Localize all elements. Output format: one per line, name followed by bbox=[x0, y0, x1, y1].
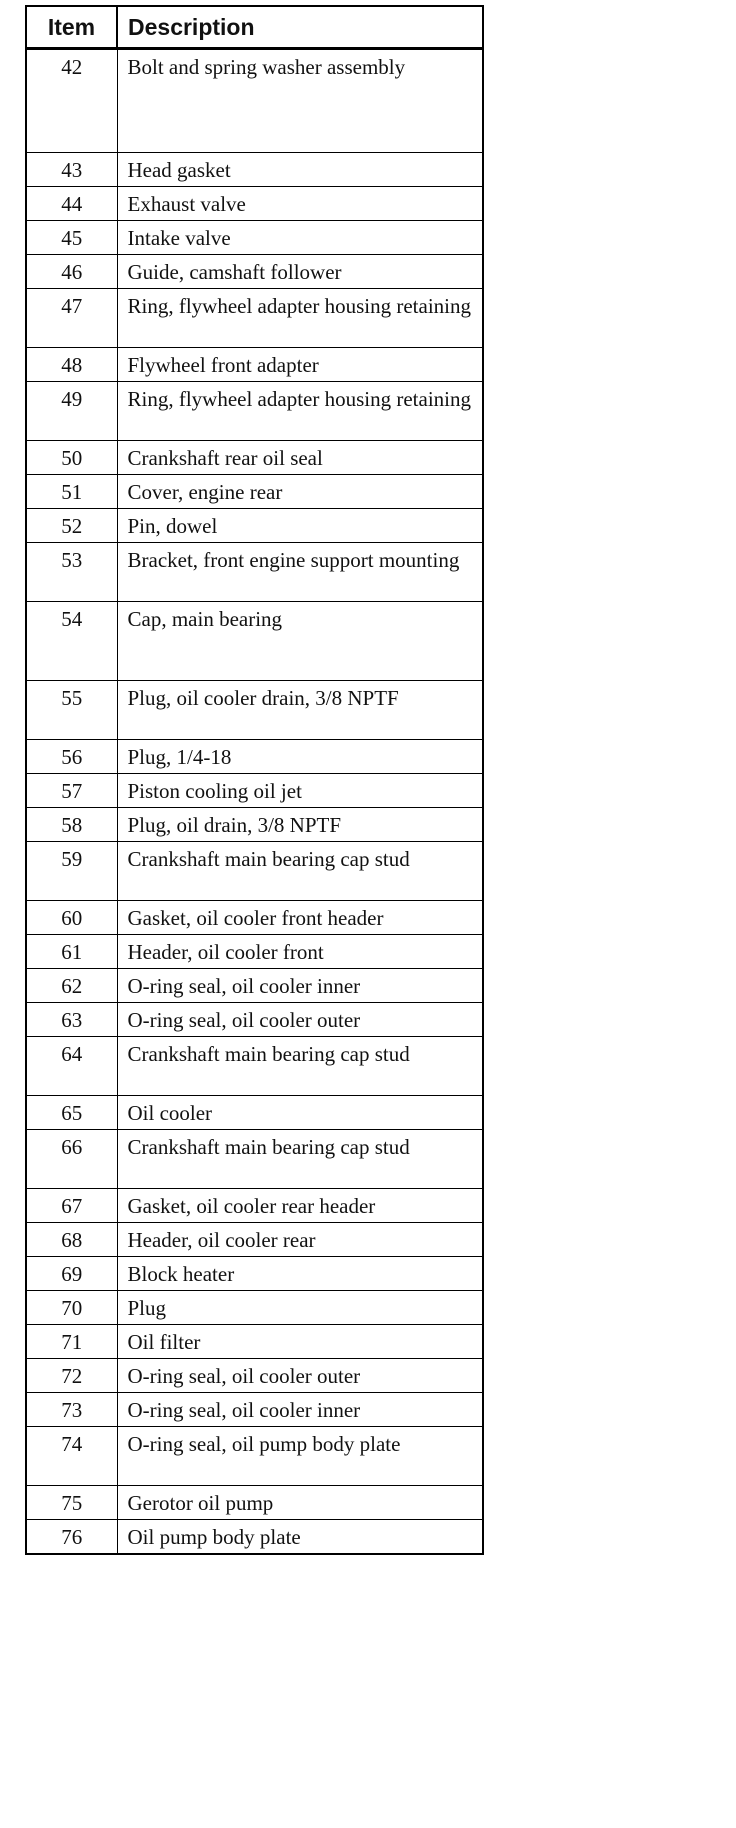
item-number: 42 bbox=[26, 49, 117, 153]
item-number: 47 bbox=[26, 289, 117, 348]
item-number: 50 bbox=[26, 441, 117, 475]
item-description: Ring, flywheel adapter housing retaining bbox=[117, 382, 483, 441]
table-row bbox=[26, 1037, 483, 1096]
table-row bbox=[26, 1223, 483, 1257]
item-number: 46 bbox=[26, 255, 117, 289]
table-row bbox=[26, 543, 483, 602]
item-description: Header, oil cooler front bbox=[117, 935, 483, 969]
item-number: 51 bbox=[26, 475, 117, 509]
item-description: O-ring seal, oil pump body plate bbox=[117, 1427, 483, 1486]
table-row bbox=[26, 1359, 483, 1393]
item-number: 69 bbox=[26, 1257, 117, 1291]
column-header-item: Item bbox=[26, 6, 117, 49]
item-number: 56 bbox=[26, 740, 117, 774]
item-number: 55 bbox=[26, 681, 117, 740]
item-description: Gasket, oil cooler rear header bbox=[117, 1189, 483, 1223]
item-number: 44 bbox=[26, 187, 117, 221]
table-row bbox=[26, 1520, 483, 1554]
item-number: 72 bbox=[26, 1359, 117, 1393]
table-body bbox=[26, 49, 483, 1554]
table-row bbox=[26, 289, 483, 348]
item-number: 49 bbox=[26, 382, 117, 441]
item-description: O-ring seal, oil cooler outer bbox=[117, 1359, 483, 1393]
item-number: 70 bbox=[26, 1291, 117, 1325]
item-description: Plug, oil drain, 3/8 NPTF bbox=[117, 808, 483, 842]
table-row bbox=[26, 681, 483, 740]
item-number: 62 bbox=[26, 969, 117, 1003]
item-description: Bracket, front engine support mounting bbox=[117, 543, 483, 602]
item-description: Crankshaft rear oil seal bbox=[117, 441, 483, 475]
item-number: 67 bbox=[26, 1189, 117, 1223]
item-description: Plug, oil cooler drain, 3/8 NPTF bbox=[117, 681, 483, 740]
table-header-row bbox=[26, 6, 483, 49]
item-number: 48 bbox=[26, 348, 117, 382]
item-number: 75 bbox=[26, 1486, 117, 1520]
item-number: 60 bbox=[26, 901, 117, 935]
item-number: 64 bbox=[26, 1037, 117, 1096]
item-description: Guide, camshaft follower bbox=[117, 255, 483, 289]
item-number: 63 bbox=[26, 1003, 117, 1037]
table-row bbox=[26, 1427, 483, 1486]
item-number: 73 bbox=[26, 1393, 117, 1427]
table-row bbox=[26, 1486, 483, 1520]
table-row bbox=[26, 441, 483, 475]
item-description: Gasket, oil cooler front header bbox=[117, 901, 483, 935]
table-row bbox=[26, 1130, 483, 1189]
table-row bbox=[26, 969, 483, 1003]
table-row bbox=[26, 153, 483, 187]
item-description: Crankshaft main bearing cap stud bbox=[117, 1037, 483, 1096]
item-description: Oil filter bbox=[117, 1325, 483, 1359]
table-row bbox=[26, 935, 483, 969]
item-number: 43 bbox=[26, 153, 117, 187]
item-description: Flywheel front adapter bbox=[117, 348, 483, 382]
table-row bbox=[26, 187, 483, 221]
item-number: 45 bbox=[26, 221, 117, 255]
item-description: Bolt and spring washer assembly bbox=[117, 49, 483, 153]
item-description: Oil pump body plate bbox=[117, 1520, 483, 1554]
item-number: 65 bbox=[26, 1096, 117, 1130]
table-row bbox=[26, 1291, 483, 1325]
item-description: Plug bbox=[117, 1291, 483, 1325]
table-row bbox=[26, 1003, 483, 1037]
table-row bbox=[26, 740, 483, 774]
table-row bbox=[26, 901, 483, 935]
item-description: Crankshaft main bearing cap stud bbox=[117, 842, 483, 901]
item-description: Piston cooling oil jet bbox=[117, 774, 483, 808]
item-description: Gerotor oil pump bbox=[117, 1486, 483, 1520]
item-number: 71 bbox=[26, 1325, 117, 1359]
item-description: Head gasket bbox=[117, 153, 483, 187]
item-description: Exhaust valve bbox=[117, 187, 483, 221]
item-description: O-ring seal, oil cooler inner bbox=[117, 969, 483, 1003]
parts-table bbox=[25, 5, 484, 1555]
item-number: 68 bbox=[26, 1223, 117, 1257]
table-row bbox=[26, 1096, 483, 1130]
item-description: Intake valve bbox=[117, 221, 483, 255]
item-description: Oil cooler bbox=[117, 1096, 483, 1130]
item-number: 52 bbox=[26, 509, 117, 543]
item-number: 57 bbox=[26, 774, 117, 808]
item-number: 76 bbox=[26, 1520, 117, 1554]
item-description: Crankshaft main bearing cap stud bbox=[117, 1130, 483, 1189]
table-row bbox=[26, 808, 483, 842]
table-row bbox=[26, 221, 483, 255]
table-row bbox=[26, 842, 483, 901]
table-row bbox=[26, 382, 483, 441]
table-row bbox=[26, 475, 483, 509]
table-row bbox=[26, 774, 483, 808]
column-header-description: Description bbox=[117, 6, 483, 49]
item-description: O-ring seal, oil cooler outer bbox=[117, 1003, 483, 1037]
item-number: 74 bbox=[26, 1427, 117, 1486]
item-number: 58 bbox=[26, 808, 117, 842]
table-row bbox=[26, 1325, 483, 1359]
item-description: Ring, flywheel adapter housing retaining bbox=[117, 289, 483, 348]
item-number: 61 bbox=[26, 935, 117, 969]
item-description: Pin, dowel bbox=[117, 509, 483, 543]
table-row bbox=[26, 1393, 483, 1427]
table-row bbox=[26, 509, 483, 543]
item-number: 54 bbox=[26, 602, 117, 681]
item-description: Block heater bbox=[117, 1257, 483, 1291]
item-description: Header, oil cooler rear bbox=[117, 1223, 483, 1257]
item-number: 53 bbox=[26, 543, 117, 602]
item-number: 66 bbox=[26, 1130, 117, 1189]
item-description: Cover, engine rear bbox=[117, 475, 483, 509]
item-description: O-ring seal, oil cooler inner bbox=[117, 1393, 483, 1427]
table-row bbox=[26, 49, 483, 153]
item-number: 59 bbox=[26, 842, 117, 901]
item-description: Plug, 1/4-18 bbox=[117, 740, 483, 774]
table-row bbox=[26, 1257, 483, 1291]
item-description: Cap, main bearing bbox=[117, 602, 483, 681]
table-row bbox=[26, 602, 483, 681]
table-row bbox=[26, 348, 483, 382]
table-row bbox=[26, 1189, 483, 1223]
table-row bbox=[26, 255, 483, 289]
